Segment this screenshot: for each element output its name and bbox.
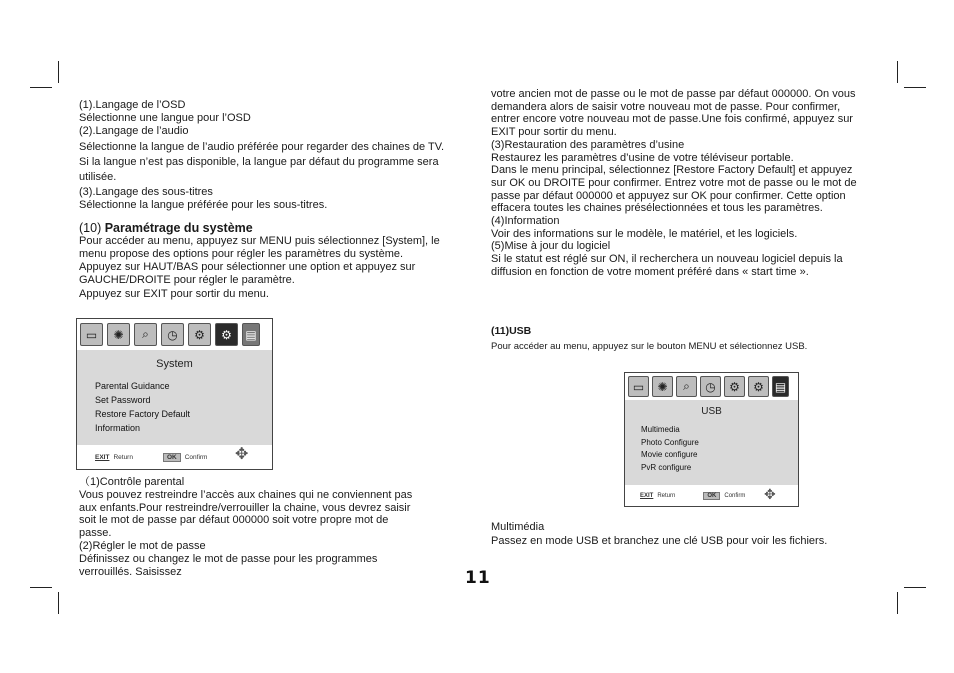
text-line: sur OK ou DROITE pour confirmer. Entrez votre mot de passe ou le mot de	[491, 176, 857, 189]
clock-icon: ◷	[161, 323, 184, 346]
menu-item: PvR configure	[641, 462, 692, 472]
crop-mark	[897, 592, 898, 614]
dpad-icon: ✥	[764, 486, 776, 502]
text-line: Définissez ou changez le mot de passe pour les programmes	[79, 552, 378, 565]
search-icon: ⌕	[134, 323, 157, 346]
ok-key: OK	[703, 492, 720, 500]
menu-item: Information	[95, 423, 141, 433]
section-title: Paramétrage du système	[104, 220, 253, 235]
text-line: menu propose des options pour régler les paramètres du système.	[79, 248, 404, 261]
film-reel-icon: ✺	[652, 376, 673, 397]
system-gears-icon: ⚙	[215, 323, 238, 346]
text-line: Restaurez les paramètres d’usine de votre téléviseur portable.	[491, 151, 794, 164]
multimedia-title: Multimédia	[491, 521, 545, 533]
text-line: Appuyez sur EXIT pour sortir du menu.	[79, 287, 269, 300]
usb-heading: (11)USB	[491, 325, 532, 337]
menu-item: Set Password	[95, 395, 151, 405]
crop-mark	[904, 87, 926, 88]
usb-device-icon: ▤	[242, 323, 260, 346]
tv-icon: ▭	[80, 323, 103, 346]
settings-icon: ⚙	[724, 376, 745, 397]
clock-icon: ◷	[700, 376, 721, 397]
system-gears-icon: ⚙	[748, 376, 769, 397]
crop-mark	[30, 87, 52, 88]
crop-mark	[30, 587, 52, 588]
usb-device-icon: ▤	[772, 376, 789, 397]
exit-label: Return	[113, 453, 133, 461]
ok-label: Confirm	[184, 453, 208, 461]
system-menu-screenshot	[76, 318, 273, 470]
menu-icon-bar	[77, 319, 272, 350]
dpad-icon: ✥	[235, 446, 249, 463]
text-line: Vous pouvez restreindre l’accès aux chaines qui ne conviennent pas	[79, 488, 413, 501]
text-line: Si le statut est réglé sur ON, il recherchera un nouveau logiciel depuis la	[491, 253, 843, 266]
menu-items	[641, 424, 798, 474]
text-line: Sélectionne la langue préférée pour les sous-titres.	[79, 199, 328, 212]
text-line: Dans le menu principal, sélectionnez [Restore Factory Default] et appuyez	[491, 164, 853, 177]
left-column-continued	[79, 476, 464, 578]
menu-item: Photo Configure	[641, 437, 699, 447]
page-number: 11	[465, 568, 491, 588]
film-reel-icon: ✺	[107, 323, 130, 346]
right-column	[491, 88, 901, 279]
text-line: soit le mot de passe par défaut 000000 soit votre propre mot de	[79, 514, 389, 527]
text-line: (2)Régler le mot de passe	[79, 539, 206, 552]
usb-menu-screenshot	[624, 372, 799, 507]
text-line: Appuyez sur HAUT/BAS pour sélectionner une option et appuyez sur	[79, 261, 416, 274]
text-line: GAUCHE/DROITE pour régler le paramètre.	[79, 274, 295, 287]
text-line: aux enfants.Pour restreindre/verrouiller la chaine, vous devrez saisir	[79, 501, 411, 514]
menu-item: Parental Guidance	[95, 381, 170, 391]
text-line: (2).Langage de l’audio	[79, 125, 189, 138]
text-line: votre ancien mot de passe ou le mot de passe par défaut 000000. On vous	[491, 88, 856, 100]
text-line: effacera toutes les chaines présélectionnées et tous les paramètres.	[491, 202, 823, 215]
text-line: (5)Mise à jour du logiciel	[491, 240, 611, 253]
menu-items	[95, 379, 272, 435]
text-line: Pour accéder au menu, appuyez sur MENU puis sélectionnez [System], le	[79, 234, 440, 247]
menu-icon-bar	[625, 373, 798, 400]
text-line: （1)Contrôle parental	[79, 476, 185, 488]
crop-mark	[897, 61, 898, 83]
ok-key: OK	[163, 453, 181, 462]
menu-item: Multimedia	[641, 425, 680, 434]
menu-title: System	[156, 358, 193, 370]
text-line: utilisée.	[79, 171, 117, 184]
usb-intro: Pour accéder au menu, appuyez sur le bouton MENU et sélectionnez USB.	[491, 341, 808, 353]
ok-label: Confirm	[724, 492, 746, 499]
menu-hint-bar	[77, 445, 272, 469]
exit-key: EXIT	[640, 492, 654, 499]
text-line: (1).Langage de l’OSD	[79, 99, 186, 111]
multimedia-text: Passez en mode USB et branchez une clé USB pour voir les fichiers.	[491, 534, 828, 547]
text-line: (3)Restauration des paramètres d’usine	[491, 138, 685, 151]
menu-title: USB	[701, 406, 722, 417]
crop-mark	[904, 587, 926, 588]
text-line: EXIT pour sortir du menu.	[491, 126, 617, 139]
menu-item: Restore Factory Default	[95, 409, 191, 419]
text-line: verrouillés. Saisissez	[79, 565, 182, 578]
text-line: Si la langue n’est pas disponible, la langue par défaut du programme sera	[79, 155, 439, 168]
text-line: Sélectionne une langue pour l’OSD	[79, 112, 251, 125]
section-number: (10)	[79, 220, 102, 235]
crop-mark	[58, 61, 59, 83]
section-heading	[79, 222, 459, 235]
settings-icon: ⚙	[188, 323, 211, 346]
tv-icon: ▭	[628, 376, 649, 397]
search-icon: ⌕	[676, 376, 697, 397]
exit-key: EXIT	[95, 453, 110, 461]
text-line: (3).Langage des sous-titres	[79, 186, 213, 199]
text-line: passe.	[79, 527, 112, 540]
text-line: demandera alors de saisir votre nouveau mot de passe. Pour confirmer,	[491, 100, 841, 113]
exit-label: Return	[657, 492, 676, 499]
multimedia-section	[491, 521, 891, 548]
menu-hint-bar	[625, 485, 798, 506]
text-line: diffusion en fonction de votre moment préféré dans « start time ».	[491, 265, 809, 278]
usb-section	[491, 325, 891, 353]
text-line: entrer encore votre nouveau mot de passe.Une fois confirmé, appuyez sur	[491, 113, 853, 126]
text-line: passe par défaut 000000 et appuyez sur OK pour confirmer. Cette option	[491, 189, 846, 202]
left-column	[79, 99, 459, 301]
crop-mark	[58, 592, 59, 614]
text-line: Sélectionne la langue de l’audio préférée pour regarder des chaines de TV.	[79, 140, 445, 153]
menu-item: Movie configure	[641, 450, 698, 459]
text-line: (4)Information	[491, 215, 560, 228]
text-line: Voir des informations sur le modèle, le matériel, et les logiciels.	[491, 227, 798, 240]
